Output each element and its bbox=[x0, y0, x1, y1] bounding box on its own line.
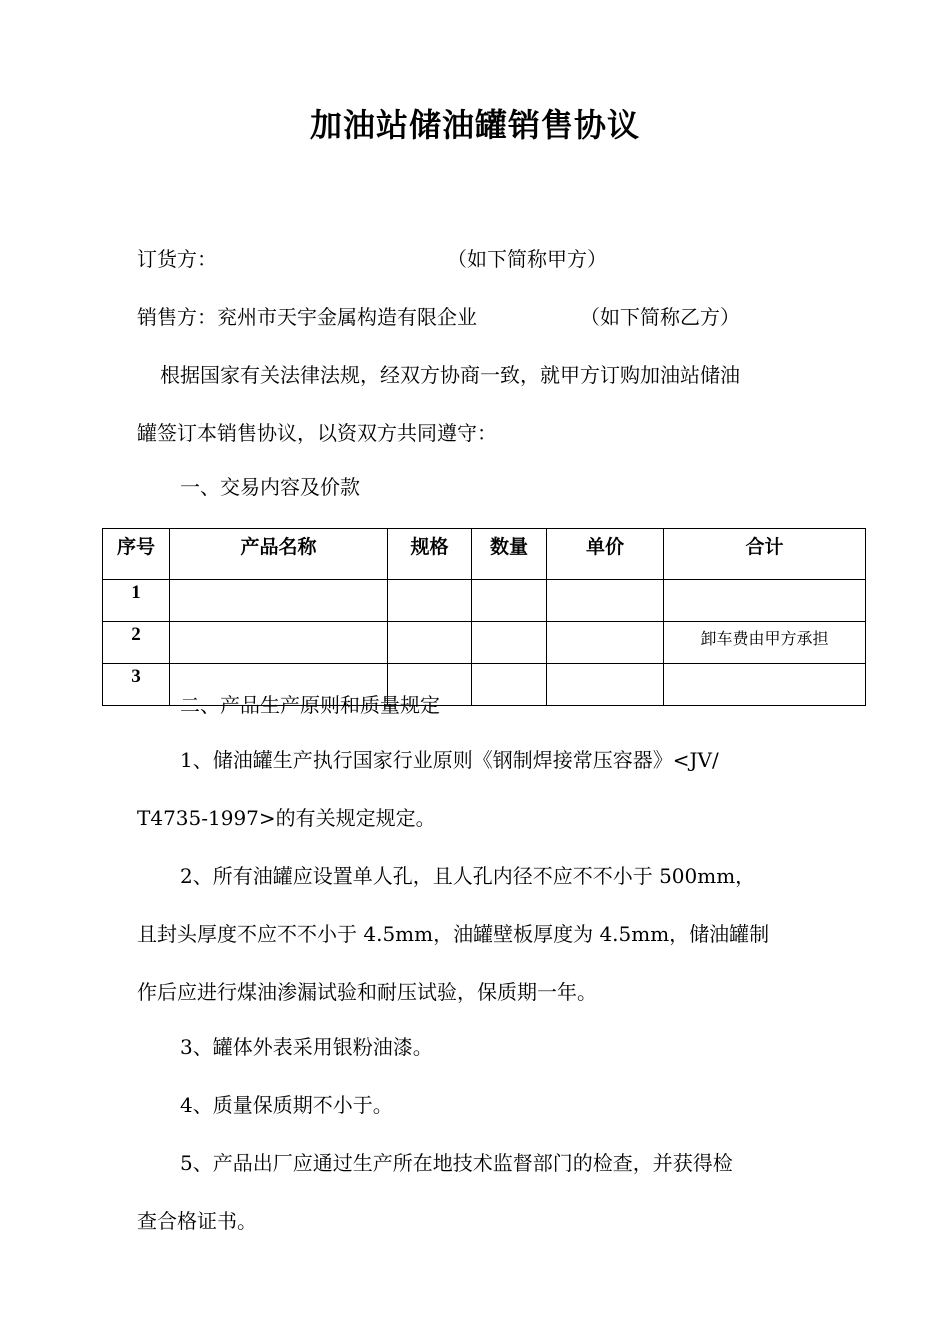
item-4: 4、质量保质期不小于。 bbox=[180, 1093, 393, 1117]
row-no: 1 bbox=[103, 580, 170, 622]
col-header-product: 产品名称 bbox=[170, 529, 388, 580]
row-qty-cell bbox=[472, 664, 547, 706]
intro-line-1: 根据国家有关法律法规，经双方协商一致，就甲方订购加油站储油 bbox=[160, 363, 740, 387]
table-header-row bbox=[103, 529, 866, 580]
section-2-heading: 二、产品生产原则和质量规定 bbox=[180, 693, 440, 717]
table-row bbox=[103, 580, 866, 622]
item-2-line-3: 作后应进行煤油渗漏试验和耐压试验，保质期一年。 bbox=[137, 980, 597, 1004]
seller-note: （如下简称乙方） bbox=[580, 305, 740, 329]
buyer-note: （如下简称甲方） bbox=[447, 247, 607, 271]
row-price-cell bbox=[547, 664, 664, 706]
item-3: 3、罐体外表采用银粉油漆。 bbox=[180, 1035, 433, 1059]
row-product-cell bbox=[170, 580, 388, 622]
seller-label: 销售方：兖州市天宇金属构造有限企业 bbox=[137, 305, 477, 329]
buyer-line bbox=[137, 245, 217, 273]
item-1-line-2: T4735-1997>的有关规定规定。 bbox=[137, 806, 436, 830]
document-title: 加油站储油罐销售协议 bbox=[309, 106, 640, 144]
buyer-label: 订货方： bbox=[137, 247, 217, 271]
row-no: 2 bbox=[103, 622, 170, 664]
row-total-cell bbox=[664, 580, 866, 622]
row-price-cell bbox=[547, 622, 664, 664]
item-2-line-1: 2、所有油罐应设置单人孔，且人孔内径不应不不小于 500mm， bbox=[180, 864, 756, 888]
table-row bbox=[103, 622, 866, 664]
col-header-qty: 数量 bbox=[472, 529, 547, 580]
row-product-cell bbox=[170, 622, 388, 664]
row-spec-cell bbox=[388, 580, 472, 622]
row-total-cell bbox=[664, 664, 866, 706]
item-1-line-1: 1、储油罐生产执行国家行业原则《钢制焊接常压容器》<JV/ bbox=[180, 748, 719, 772]
col-header-spec: 规格 bbox=[388, 529, 472, 580]
items-table bbox=[102, 528, 866, 706]
item-5-line-2: 查合格证书。 bbox=[137, 1209, 257, 1233]
col-header-price: 单价 bbox=[547, 529, 664, 580]
col-header-no: 序号 bbox=[103, 529, 170, 580]
item-5-line-1: 5、产品出厂应通过生产所在地技术监督部门的检查，并获得检 bbox=[180, 1151, 733, 1175]
item-2-line-2: 且封头厚度不应不不小于 4.5mm，油罐壁板厚度为 4.5mm，储油罐制 bbox=[137, 922, 770, 946]
intro-line-2: 罐签订本销售协议，以资双方共同遵守： bbox=[137, 421, 497, 445]
row-qty-cell bbox=[472, 580, 547, 622]
row-spec-cell bbox=[388, 622, 472, 664]
row-total-cell: 卸车费由甲方承担 bbox=[664, 622, 866, 664]
row-no: 3 bbox=[103, 664, 170, 706]
row-qty-cell bbox=[472, 622, 547, 664]
section-1-heading: 一、交易内容及价款 bbox=[180, 475, 360, 499]
row-price-cell bbox=[547, 580, 664, 622]
col-header-total: 合计 bbox=[664, 529, 866, 580]
